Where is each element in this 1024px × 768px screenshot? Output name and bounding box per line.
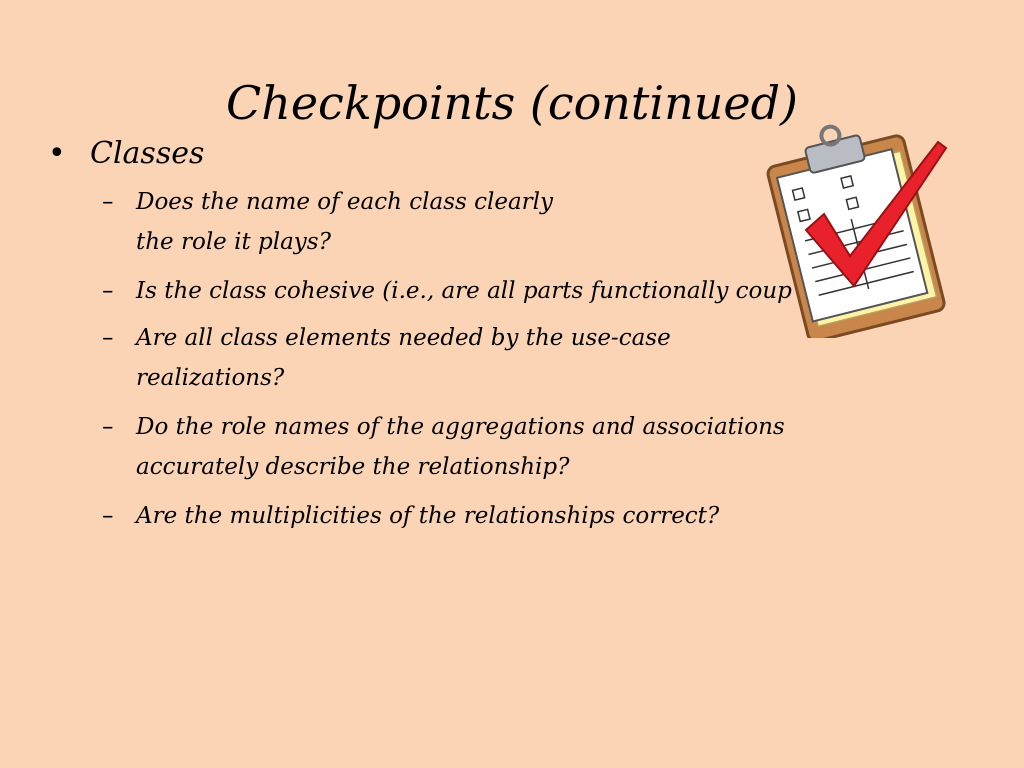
- dash-glyph: –: [102, 325, 114, 351]
- sub-item-line: the role it plays?: [136, 229, 331, 255]
- clipboard-checkmark-icon: [758, 118, 958, 338]
- bullet-classes: [48, 134, 204, 174]
- dash-glyph: –: [102, 503, 114, 529]
- sub-item-cohesive: [102, 271, 792, 311]
- sub-item-line: Does the name of each class clearly: [136, 189, 554, 215]
- sub-item-line: Is the class cohesive (i.e., are all parts functionally coup: [136, 278, 792, 304]
- dash-glyph: –: [102, 414, 114, 440]
- sub-item-elements-needed: [102, 318, 671, 398]
- sub-item-line: Are all class elements needed by the use-case: [136, 325, 671, 351]
- sub-item-line: realizations?: [136, 365, 285, 391]
- sub-item-multiplicities: [102, 496, 719, 536]
- dash-glyph: –: [102, 189, 114, 215]
- sub-item-line: accurately describe the relationship?: [136, 454, 570, 480]
- sub-item-line: Are the multiplicities of the relationships correct?: [136, 503, 720, 529]
- bullet-label: Classes: [90, 136, 205, 171]
- sub-item-line: Do the role names of the aggregations and associations: [136, 414, 785, 440]
- slide-title: Checkpoints (continued): [226, 76, 798, 130]
- bullet-glyph: •: [48, 136, 66, 171]
- dash-glyph: –: [102, 278, 114, 304]
- sub-item-class-name: [102, 182, 553, 262]
- sub-item-role-names: [102, 407, 785, 487]
